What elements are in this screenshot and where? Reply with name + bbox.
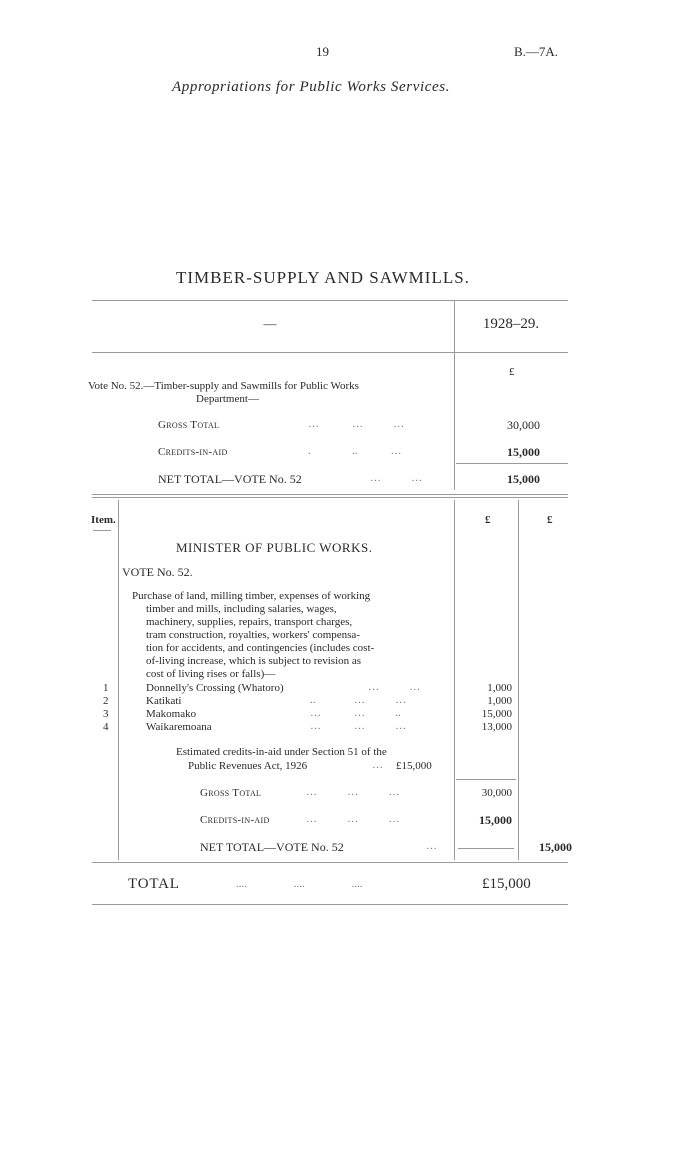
running-title: Appropriations for Public Works Services.	[172, 79, 451, 95]
item-name: Katikati	[146, 695, 182, 707]
credits-note-amount: £15,000	[396, 760, 432, 772]
item-amount: 13,000	[481, 721, 512, 733]
detail-net-total-label: NET TOTAL—VOTE No. 52	[200, 840, 344, 854]
summary-vote-label-continued: Department—	[196, 393, 259, 405]
item-amount: 1,000	[487, 682, 512, 694]
summary-currency: £	[509, 366, 515, 378]
item-leader: … … ..	[310, 707, 401, 719]
summary-year-header: 1928–29.	[482, 316, 540, 332]
purpose-line: machinery, supplies, repairs, transport charges,	[146, 616, 353, 628]
detail-currency-1: £	[485, 514, 491, 526]
item-amount: 15,000	[481, 708, 512, 720]
total-label: TOTAL	[128, 876, 180, 892]
minister-heading: MINISTER OF PUBLIC WORKS.	[176, 540, 373, 555]
vote-heading: VOTE No. 52.	[122, 565, 193, 579]
item-number: 1	[103, 682, 109, 694]
document-reference: B.—7A.	[514, 44, 559, 59]
detail-net-total-value: 15,000	[539, 840, 572, 854]
summary-bottom-rule	[92, 494, 568, 495]
detail-credits-label: Credits-in-aid	[200, 814, 270, 826]
detail-gross-total-label: Gross Total	[200, 787, 262, 799]
purpose-line: tion for accidents, and contingencies (includes cost-	[146, 642, 375, 654]
summary-net-total-value: 15,000	[507, 472, 540, 486]
detail-net-total-leader: …	[426, 840, 437, 852]
detail-credits-value: 15,000	[479, 813, 512, 827]
summary-net-total-label: NET TOTAL—VOTE No. 52	[158, 472, 302, 486]
total-leader: .... .... ....	[236, 878, 363, 890]
item-number: 3	[103, 708, 109, 720]
summary-gross-total-label: Gross Total	[158, 419, 220, 431]
item-name: Makomako	[146, 708, 197, 720]
summary-net-total-leader: … …	[370, 472, 423, 484]
section-title: TIMBER-SUPPLY AND SAWMILLS.	[176, 268, 470, 287]
total-bottom-rule	[92, 904, 568, 905]
item-header: Item.	[91, 514, 116, 526]
detail-currency-2: £	[547, 514, 553, 526]
purpose-line: timber and mills, including salaries, wages,	[146, 603, 337, 615]
summary-top-rule	[92, 300, 568, 301]
detail-bottom-rule	[92, 862, 568, 863]
credits-note-leader: …	[372, 759, 383, 771]
amount-column-divider-1	[454, 500, 455, 860]
credits-note-continued: Public Revenues Act, 1926	[188, 760, 308, 772]
item-header-underline	[93, 530, 111, 531]
item-name: Waikaremoana	[146, 721, 212, 733]
total-value: £15,000	[482, 876, 531, 892]
detail-net-dash	[458, 848, 514, 849]
amount-column-divider-2	[518, 500, 519, 860]
summary-label-column-dash: —	[263, 316, 277, 331]
summary-gross-total-value: 30,000	[507, 418, 540, 432]
item-leader: … …	[368, 681, 421, 693]
item-column-divider	[118, 500, 119, 860]
summary-credits-label: Credits-in-aid	[158, 446, 228, 458]
page-number: 19	[316, 44, 329, 59]
item-number: 4	[103, 721, 109, 733]
summary-vote-label: Vote No. 52.—Timber-supply and Sawmills for Public Works	[88, 380, 359, 392]
summary-credits-leader: . .. …	[308, 445, 402, 457]
summary-gross-total-leader: … … …	[308, 418, 405, 430]
detail-credits-leader: … … …	[306, 813, 400, 825]
purpose-line: of-living increase, which is subject to revision as	[146, 655, 362, 667]
summary-credits-value: 15,000	[507, 445, 540, 459]
summary-bottom-double-rule	[92, 497, 568, 498]
item-subtotal-rule	[456, 779, 516, 780]
summary-column-divider	[454, 301, 455, 490]
summary-header-rule	[92, 352, 568, 353]
summary-net-rule	[456, 463, 568, 464]
purpose-line: Purchase of land, milling timber, expenses of working	[132, 590, 371, 602]
item-name: Donnelly's Crossing (Whatoro)	[146, 682, 284, 694]
detail-gross-total-leader: … … …	[306, 786, 400, 798]
purpose-line: tram construction, royalties, workers' compensa-	[146, 629, 360, 641]
item-leader: … … …	[310, 720, 407, 732]
credits-note: Estimated credits-in-aid under Section 51 of the	[176, 746, 387, 758]
detail-gross-total-value: 30,000	[481, 787, 512, 799]
item-amount: 1,000	[487, 695, 512, 707]
item-leader: .. … …	[310, 694, 407, 706]
item-number: 2	[103, 695, 109, 707]
purpose-line: cost of living rises or falls)—	[146, 668, 276, 680]
